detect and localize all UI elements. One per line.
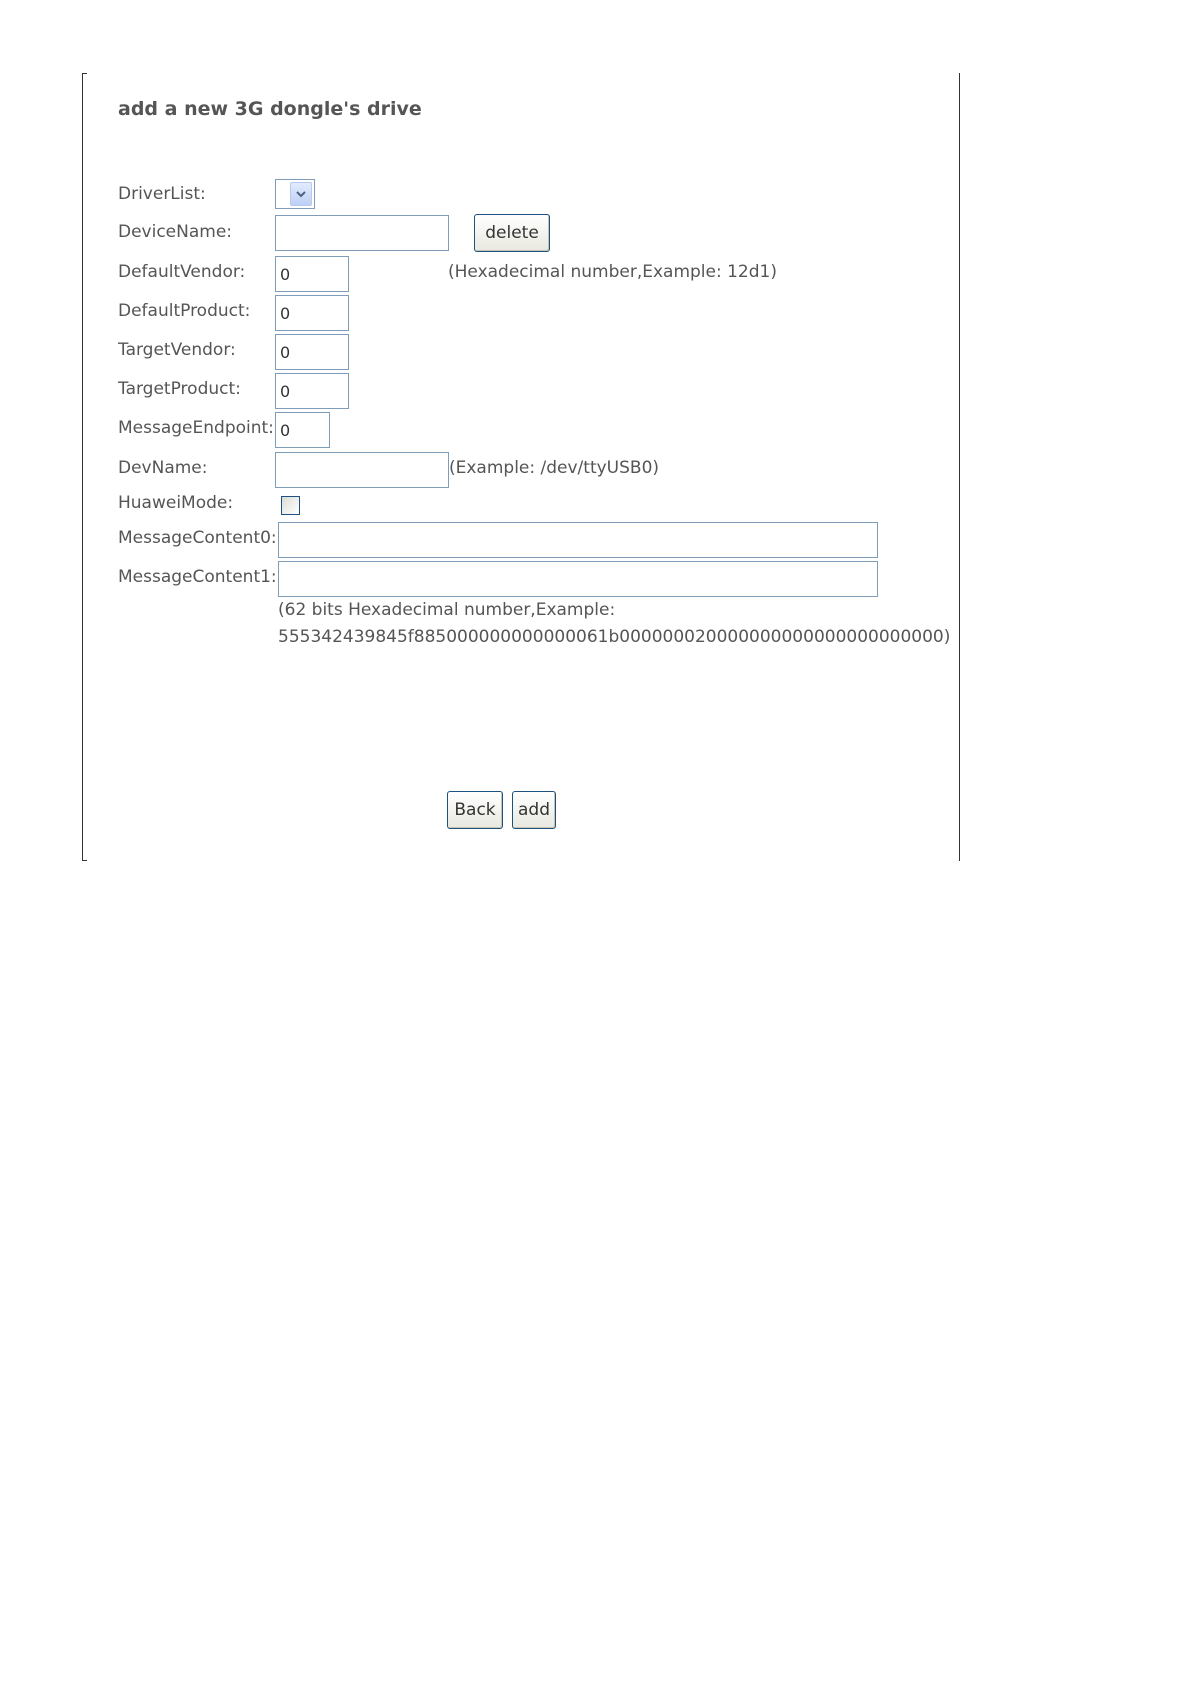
- frame-corner-bottom: [82, 860, 87, 861]
- huawei-mode-label: HuaweiMode:: [118, 493, 234, 513]
- device-name-input[interactable]: [275, 215, 449, 251]
- default-product-input[interactable]: [275, 295, 349, 331]
- message-endpoint-input[interactable]: [275, 412, 330, 448]
- driver-list-select[interactable]: [275, 179, 315, 209]
- default-vendor-label: DefaultVendor:: [118, 262, 246, 282]
- huawei-mode-checkbox[interactable]: [281, 496, 300, 515]
- back-button[interactable]: Back: [447, 791, 503, 829]
- target-vendor-input[interactable]: [275, 334, 349, 370]
- default-product-label: DefaultProduct:: [118, 301, 251, 321]
- dev-name-label: DevName:: [118, 458, 208, 478]
- target-product-label: TargetProduct:: [118, 379, 241, 399]
- driver-list-label: DriverList:: [118, 184, 206, 204]
- content-hint-line2: 555342439845f885000000000000061b000000020000000000000000000000): [278, 627, 951, 647]
- content-hint-line1: (62 bits Hexadecimal number,Example:: [278, 600, 616, 620]
- message-content0-label: MessageContent0:: [118, 528, 277, 548]
- default-vendor-input[interactable]: [275, 256, 349, 292]
- delete-button[interactable]: delete: [474, 214, 550, 252]
- message-content0-input[interactable]: [278, 522, 878, 558]
- target-product-input[interactable]: [275, 373, 349, 409]
- add-button[interactable]: add: [512, 791, 556, 829]
- message-endpoint-label: MessageEndpoint:: [118, 418, 274, 438]
- vendor-hint: (Hexadecimal number,Example: 12d1): [448, 262, 777, 282]
- frame-corner-top: [82, 73, 87, 74]
- page-title: add a new 3G dongle's drive: [118, 98, 422, 120]
- target-vendor-label: TargetVendor:: [118, 340, 236, 360]
- dev-name-input[interactable]: [275, 452, 449, 488]
- chevron-down-icon[interactable]: [290, 182, 312, 206]
- message-content1-input[interactable]: [278, 561, 878, 597]
- device-name-label: DeviceName:: [118, 222, 233, 242]
- message-content1-label: MessageContent1:: [118, 567, 277, 587]
- devname-hint: (Example: /dev/ttyUSB0): [449, 458, 660, 478]
